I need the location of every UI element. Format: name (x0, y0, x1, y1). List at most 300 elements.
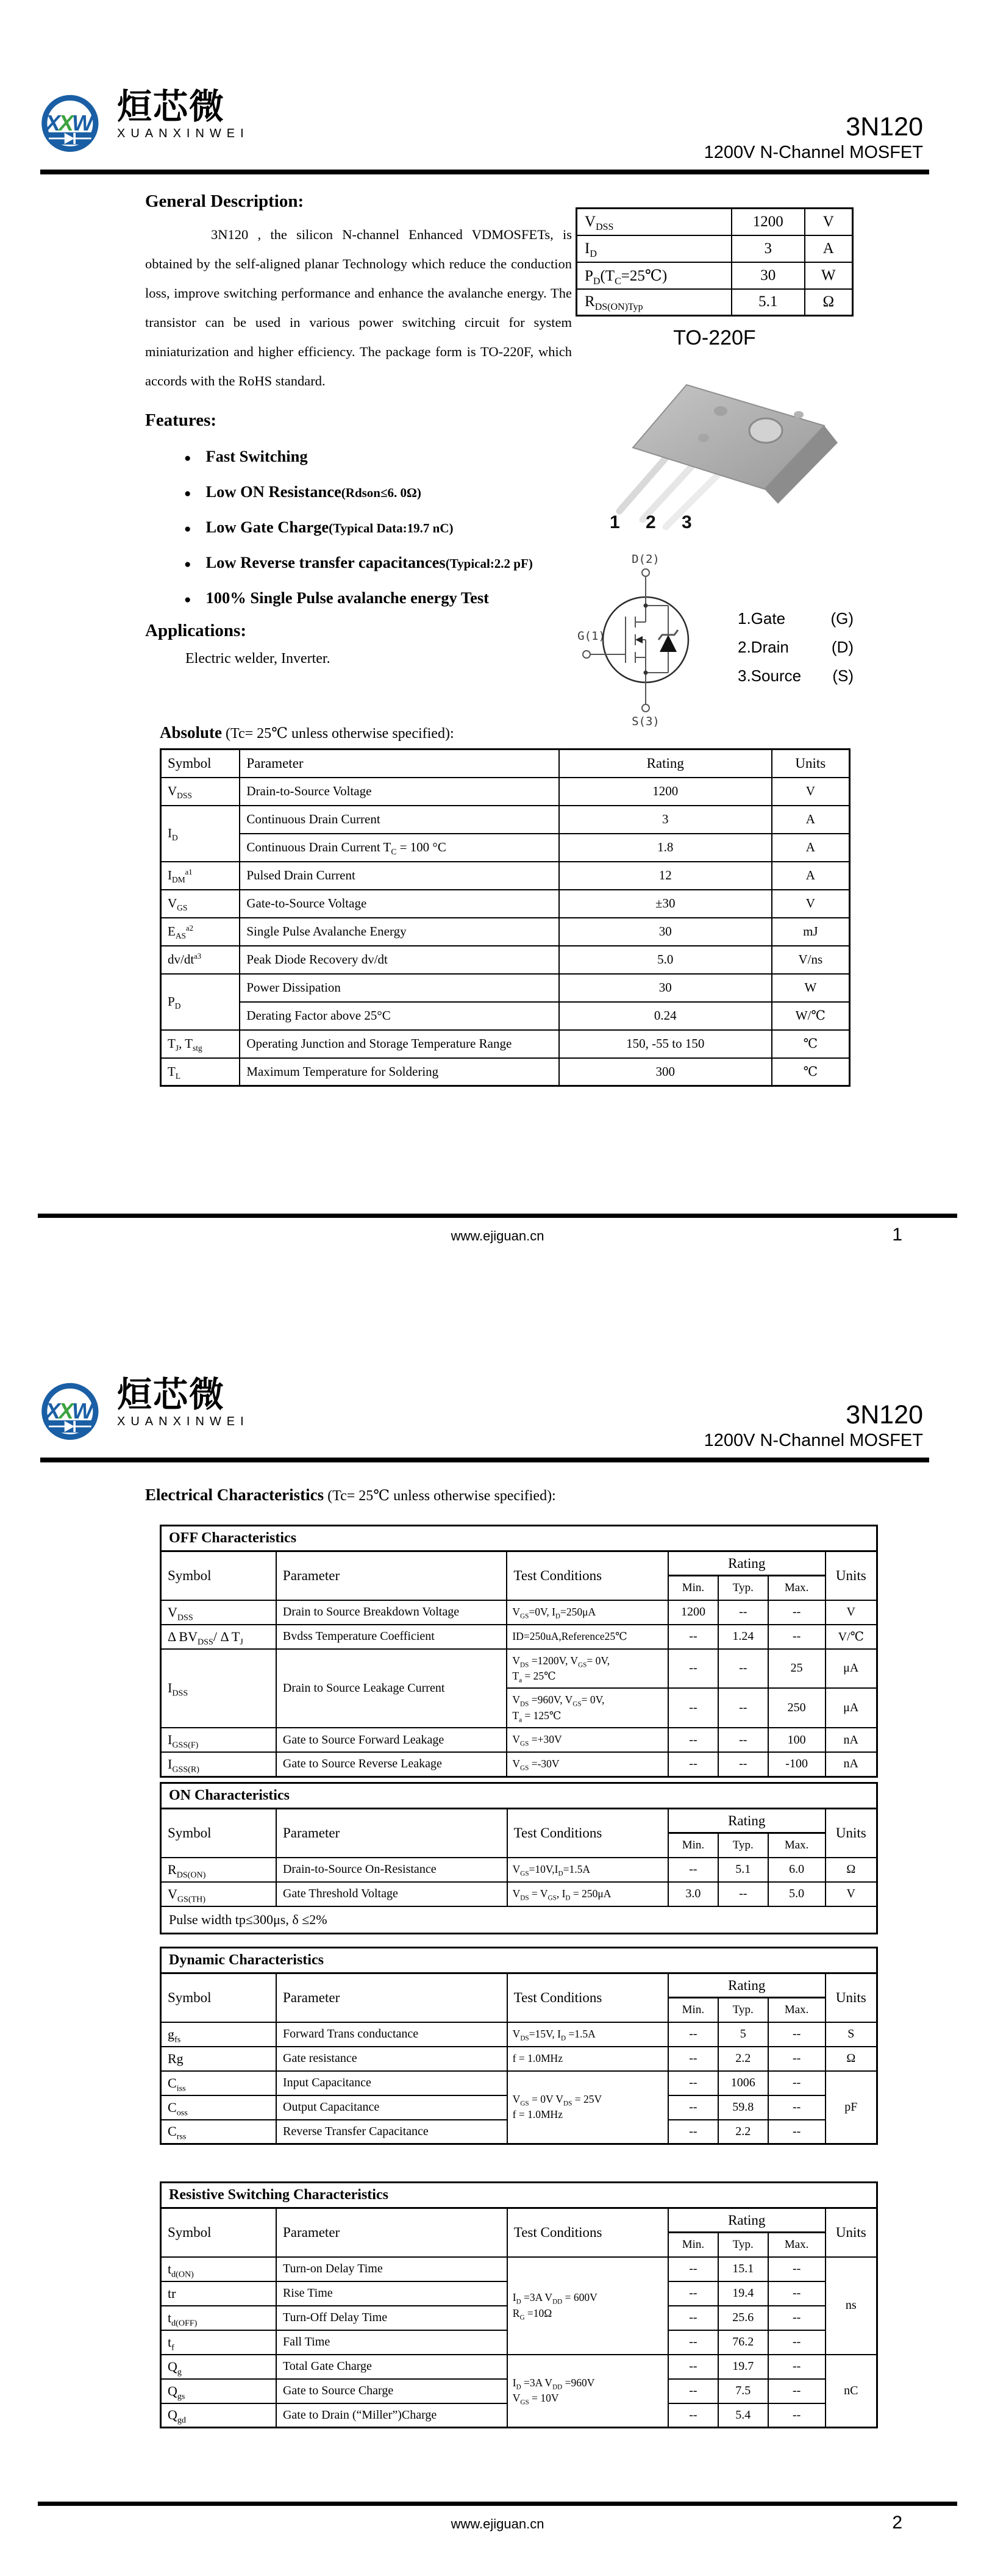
table-header-row (161, 2208, 877, 2233)
dynamic-characteristics-section (160, 1941, 879, 2145)
table-row (161, 862, 850, 890)
off-characteristics-section (160, 1519, 879, 1778)
table-row (577, 235, 853, 262)
col-header-rating: Rating (668, 1973, 826, 1998)
feature-text: Low Reverse transfer capacitances (205, 553, 446, 571)
cell-min: -- (668, 1649, 718, 1689)
cell-min: -- (668, 1688, 718, 1728)
section-band: Dynamic Characteristics (161, 1948, 877, 1973)
cell-parameter: Drain-to-Source Voltage (240, 778, 558, 806)
table-row (161, 1058, 850, 1086)
cell-min: -- (668, 1858, 718, 1882)
col-header-min: Min. (668, 2233, 718, 2257)
cell-units: V (772, 890, 850, 918)
cell-symbol: $V_{GS(TH)}$ (161, 1882, 276, 1906)
applications-title: Applications: (145, 621, 246, 640)
cell-units: nA (826, 1752, 877, 1776)
cell-units: A (772, 862, 850, 890)
table-row (577, 262, 853, 289)
col-header-units: Units (772, 750, 850, 778)
cell-min: -- (668, 2281, 718, 2306)
cell-unit: A (805, 235, 853, 262)
cell-parameter: Power Dissipation (240, 974, 558, 1002)
cell-symbol: $C_{iss}$ (161, 2071, 277, 2095)
cell-parameter: Turn-on Delay Time (276, 2257, 507, 2281)
cell-min: -- (668, 2071, 718, 2095)
table-row (161, 806, 850, 834)
bullet-icon: ● (184, 523, 191, 535)
col-header-min: Min. (668, 1833, 718, 1858)
header-rule (40, 1458, 929, 1462)
svg-text:XXW: XXW (45, 110, 91, 136)
cell-symbol: $V_{DSS}$ (161, 778, 240, 806)
cell-symbol: $I_D$ (161, 806, 240, 862)
on-characteristics-section (160, 1776, 879, 1934)
cell-min: -- (668, 1625, 718, 1649)
cell-min: -- (668, 1752, 718, 1776)
cell-typ: 15.1 (718, 2257, 768, 2281)
table-row (161, 1002, 850, 1030)
table-header-row (161, 1809, 877, 1833)
ec-title-bold: Electrical Characteristics (145, 1486, 324, 1504)
col-header-typ: Typ. (718, 2233, 768, 2257)
cell-typ: -- (718, 1688, 768, 1728)
cell-max: -- (768, 2120, 826, 2144)
cell-parameter: Maximum Temperature for Soldering (240, 1058, 558, 1086)
logo-text (117, 89, 249, 141)
cell-symbol: $I_{GSS(F)}$ (161, 1728, 276, 1752)
col-header-rating: Rating (668, 2208, 826, 2233)
table-row (161, 946, 850, 974)
cell-units: V (826, 1600, 877, 1625)
cell-test-conditions: $V_{GS} =-30V$ (507, 1752, 668, 1776)
cell-parameter: Gate-to-Source Voltage (240, 890, 558, 918)
bullet-icon: ● (184, 593, 191, 606)
cell-max: -- (768, 2330, 826, 2355)
col-header-units: Units (826, 1973, 877, 2022)
table-row (161, 1882, 877, 1906)
section-band: ON Characteristics (161, 1783, 877, 1809)
feature-note: (Typical Data:19.7 nC) (329, 521, 454, 535)
cell-typ: 7.5 (718, 2379, 768, 2403)
col-header-units: Units (826, 1809, 877, 1858)
electrical-characteristics-title (145, 1486, 556, 1504)
cell-typ: 19.4 (718, 2281, 768, 2306)
col-header-max: Max. (768, 1998, 826, 2022)
cell-units: V/ns (772, 946, 850, 974)
cell-max: -- (768, 2047, 826, 2071)
cell-min: -- (668, 2306, 718, 2330)
col-header-units: Units (826, 1551, 877, 1600)
cell-parameter: Drain to Source Breakdown Voltage (276, 1600, 507, 1625)
cell-symbol: $V_{GS}$ (161, 890, 240, 918)
cell-symbol: $T_J$, $T_{stg}$ (161, 1030, 240, 1058)
col-header-rating: Rating (668, 1551, 826, 1576)
cell-parameter: Single Pulse Avalanche Energy (240, 918, 558, 946)
cell-rating: 0.24 (559, 1002, 772, 1030)
company-logo (37, 89, 249, 162)
cell-unit: V (805, 209, 853, 235)
pin-code: (S) (832, 667, 854, 685)
list-item (738, 609, 854, 628)
cell-parameter: Continuous Drain Current $T_C = 100$ °C (240, 834, 558, 862)
absolute-title (160, 723, 855, 742)
cell-test-conditions: $V_{DS} =1200V$, $V_{GS}= 0V$, $T_a$ = 25℃ (507, 1649, 668, 1689)
cell-max: -- (768, 2355, 826, 2379)
cell-max: -100 (768, 1752, 826, 1776)
general-description-body: 3N120 , the silicon N-channel Enhanced VDMOSFETs, is obtained by the self-aligned planar Technology which reduce the conduction loss, improve switching performance and enhance the avalanche energy. The transistor can be used in various power switching circuit for system miniaturization and higher efficiency. The package form is TO-220F, which accords with the RoHS standard. (145, 227, 572, 388)
table-note-row (161, 1906, 877, 1934)
table-row (161, 834, 850, 862)
logo-text (117, 1377, 249, 1429)
cell-test-conditions: $V_{GS}=0V$, $I_D=250\mu A$ (507, 1600, 668, 1625)
cell-units: W (772, 974, 850, 1002)
pin-code: (D) (831, 638, 854, 656)
cell-rating: 5.0 (559, 946, 772, 974)
col-header-parameter: Parameter (240, 750, 558, 778)
logo-english-name: XUANXINWEI (117, 1415, 249, 1429)
cell-min: 3.0 (668, 1882, 718, 1906)
cell-symbol: $Q_g$ (161, 2355, 276, 2379)
cell-symbol: $R_{DS(ON)}$ (161, 1858, 276, 1882)
list-item (738, 667, 854, 685)
col-header-symbol: Symbol (161, 1551, 276, 1600)
cell-min: -- (668, 2330, 718, 2355)
on-characteristics-table (160, 1782, 878, 1934)
cell-units: V (772, 778, 850, 806)
cell-test-conditions: $V_{DS}=15V$, $I_D =1.5A$ (507, 2022, 668, 2047)
cell-parameter: Total Gate Charge (276, 2355, 507, 2379)
cell-test-conditions: $V_{GS} = 0V$ $V_{DS} = 25V$ f = 1.0MHz (507, 2071, 668, 2144)
table-row (161, 1752, 877, 1776)
col-header-typ: Typ. (718, 1833, 768, 1858)
col-header-min: Min. (668, 1576, 718, 1600)
col-header-test-conditions: Test Conditions (507, 1973, 668, 2022)
cell-parameter: Gate to Drain (“Miller”)Charge (276, 2403, 507, 2428)
list-item (184, 589, 572, 607)
cell-test-conditions: $V_{GS}=10V,I_D=1.5A$ (507, 1858, 668, 1882)
cell-symbol: Rg (161, 2047, 277, 2071)
cell-typ: 2.2 (718, 2120, 768, 2144)
cell-max: 6.0 (768, 1858, 826, 1882)
cell-typ: 1.24 (718, 1625, 768, 1649)
cell-symbol: $Q_{gd}$ (161, 2403, 276, 2428)
logo-icon (37, 1377, 115, 1450)
cell-units: μA (826, 1688, 877, 1728)
off-characteristics-table (160, 1525, 878, 1778)
cell-parameter: Rise Time (276, 2281, 507, 2306)
drain-pin-label: D(2) (632, 553, 660, 566)
cell-max: -- (768, 1600, 826, 1625)
cell-symbol: $I_{GSS(R)}$ (161, 1752, 276, 1776)
table-row (161, 2355, 877, 2379)
cell-min: -- (668, 2403, 718, 2428)
pin-name: 1.Gate (738, 609, 786, 628)
company-logo (37, 1377, 249, 1450)
table-row (161, 1600, 877, 1625)
col-header-rating: Rating (668, 1809, 826, 1833)
cell-units: μA (826, 1649, 877, 1689)
cell-min: -- (668, 2120, 718, 2144)
feature-text: 100% Single Pulse avalanche energy Test (205, 589, 489, 607)
cell-symbol: $C_{rss}$ (161, 2120, 277, 2144)
cell-parameter: Pulsed Drain Current (240, 862, 558, 890)
cell-symbol: $t_{d(ON)}$ (161, 2257, 276, 2281)
part-number: 3N120 (846, 1400, 923, 1429)
cell-test-conditions: $V_{GS} =+30V$ (507, 1728, 668, 1752)
col-header-symbol: Symbol (161, 750, 240, 778)
cell-value: 30 (732, 262, 805, 289)
col-header-symbol: Symbol (161, 2208, 276, 2257)
col-header-typ: Typ. (718, 1576, 768, 1600)
col-header-test-conditions: Test Conditions (507, 2208, 668, 2257)
list-item (184, 482, 572, 501)
mosfet-symbol (576, 537, 716, 732)
cell-typ: 5.4 (718, 2403, 768, 2428)
cell-min: -- (668, 2047, 718, 2071)
cell-rating: 300 (559, 1058, 772, 1086)
cell-min: -- (668, 2355, 718, 2379)
cell-typ: 76.2 (718, 2330, 768, 2355)
cell-min: -- (668, 2379, 718, 2403)
cell-symbol: $V_{DSS}$ (577, 209, 732, 235)
cell-units: V/℃ (826, 1625, 877, 1649)
source-pin-label: S(3) (632, 715, 660, 728)
col-header-max: Max. (768, 1576, 826, 1600)
cell-max: -- (768, 1625, 826, 1649)
cell-parameter: Continuous Drain Current (240, 806, 558, 834)
symbol-section (576, 537, 868, 732)
pin-code: (G) (830, 609, 854, 628)
table-row (161, 778, 850, 806)
table-row (161, 1858, 877, 1882)
cell-rating: 12 (559, 862, 772, 890)
pulse-width-note: Pulse width tp≤300μs, δ ≤2% (161, 1906, 877, 1934)
cell-units: W/℃ (772, 1002, 850, 1030)
cell-symbol: $C_{oss}$ (161, 2095, 277, 2120)
cell-parameter: Gate to Source Reverse Leakage (276, 1752, 507, 1776)
col-header-parameter: Parameter (276, 1551, 507, 1600)
cell-symbol: $dv/dt^{a3}$ (161, 946, 240, 974)
cell-max: 25 (768, 1649, 826, 1689)
cell-symbol: $P_D$ (161, 974, 240, 1030)
section-band-row (161, 1526, 877, 1551)
footer-website: www.ejiguan.cn (451, 2516, 544, 2531)
doc-header-title (704, 112, 923, 163)
cell-symbol: $P_D(T_C=25℃)$ (577, 262, 732, 289)
cell-parameter: Derating Factor above 25°C (240, 1002, 558, 1030)
table-row (161, 2022, 877, 2047)
cell-units: A (772, 834, 850, 862)
table-row (161, 1030, 850, 1058)
cell-symbol: $t_{d(OFF)}$ (161, 2306, 276, 2330)
cell-units: Ω (826, 2047, 877, 2071)
cell-value: 3 (732, 235, 805, 262)
cell-test-conditions: $I_D =3A$ $V_{DD} =960V$ $V_{GS} = 10V$ (507, 2355, 668, 2428)
cell-rating: 1200 (559, 778, 772, 806)
cell-min: -- (668, 2257, 718, 2281)
cell-min: -- (668, 2022, 718, 2047)
col-header-test-conditions: Test Conditions (507, 1551, 668, 1600)
section-band: Resistive Switching Characteristics (161, 2183, 877, 2208)
list-item (184, 447, 572, 466)
absolute-ratings-table (160, 748, 851, 1087)
page-2 (0, 1288, 995, 2576)
cell-rating: ±30 (559, 890, 772, 918)
col-header-units: Units (826, 2208, 877, 2257)
cell-typ: 25.6 (718, 2306, 768, 2330)
doc-header-title (704, 1400, 923, 1451)
feature-note: (Typical:2.2 pF) (445, 556, 533, 571)
col-header-min: Min. (668, 1998, 718, 2022)
svg-text:XXW: XXW (45, 1398, 91, 1424)
cell-rating: 3 (559, 806, 772, 834)
cell-parameter: Turn-Off Delay Time (276, 2306, 507, 2330)
cell-symbol: $I_{DSS}$ (161, 1649, 276, 1728)
table-row (161, 2047, 877, 2071)
cell-parameter: Gate resistance (276, 2047, 507, 2071)
part-subtitle: 1200V N-Channel MOSFET (704, 143, 923, 163)
cell-max: -- (768, 2379, 826, 2403)
absolute-title-rest: (Tc= 25℃ unless otherwise specified): (222, 726, 454, 742)
cell-units: nC (826, 2355, 877, 2428)
cell-typ: 5 (718, 2022, 768, 2047)
pin-legend (738, 609, 854, 732)
cell-parameter: Reverse Transfer Capacitance (276, 2120, 507, 2144)
cell-parameter: Bvdss Temperature Coefficient (276, 1625, 507, 1649)
pin-name: 2.Drain (738, 638, 789, 656)
col-header-rating: Rating (559, 750, 772, 778)
gate-pin-label: G(1) (577, 629, 605, 643)
header-rule (40, 170, 929, 174)
cell-parameter: Forward Trans conductance (276, 2022, 507, 2047)
col-header-max: Max. (768, 2233, 826, 2257)
cell-typ: 59.8 (718, 2095, 768, 2120)
cell-units: mJ (772, 918, 850, 946)
section-band: OFF Characteristics (161, 1526, 877, 1551)
cell-units: ℃ (772, 1058, 850, 1086)
page-number: 1 (892, 1225, 902, 1245)
cell-symbol: $t_f$ (161, 2330, 276, 2355)
cell-parameter: Fall Time (276, 2330, 507, 2355)
cell-test-conditions: $V_{DS} = V_{GS}$, $I_D = 250\mu A$ (507, 1882, 668, 1906)
cell-value: 5.1 (732, 289, 805, 316)
list-item (184, 553, 572, 572)
bullet-icon: ● (184, 487, 191, 500)
section-band-row (161, 1948, 877, 1973)
cell-parameter: Input Capacitance (276, 2071, 507, 2095)
cell-units: ℃ (772, 1030, 850, 1058)
right-column (576, 207, 868, 732)
page-number: 2 (892, 2513, 902, 2533)
bullet-icon: ● (184, 558, 191, 571)
cell-parameter: Drain to Source Leakage Current (276, 1649, 507, 1728)
general-description-title: General Description: (145, 191, 304, 211)
table-row (161, 1625, 877, 1649)
table-row (161, 1649, 877, 1689)
cell-units: pF (826, 2071, 877, 2144)
cell-test-conditions: $V_{DS} =960V$, $V_{GS}= 0V$, $T_a$ = 125℃ (507, 1688, 668, 1728)
cell-min: -- (668, 2095, 718, 2120)
absolute-ratings-section (160, 723, 855, 1087)
cell-rating: 30 (559, 974, 772, 1002)
cell-max: -- (768, 2257, 826, 2281)
cell-typ: -- (718, 1728, 768, 1752)
footer-website: www.ejiguan.cn (451, 1228, 544, 1243)
cell-symbol: $g_{fs}$ (161, 2022, 277, 2047)
table-row (161, 890, 850, 918)
cell-units: V (826, 1882, 877, 1906)
package-pin-numbers: 1 2 3 (610, 512, 702, 532)
cell-symbol: $Q_{gs}$ (161, 2379, 276, 2403)
pin-name: 3.Source (738, 667, 802, 685)
table-header-row (161, 1973, 877, 1998)
cell-max: -- (768, 2022, 826, 2047)
cell-value: 1200 (732, 209, 805, 235)
cell-min: 1200 (668, 1600, 718, 1625)
cell-typ: -- (718, 1600, 768, 1625)
cell-symbol: tr (161, 2281, 276, 2306)
logo-chinese-name: 烜芯微 (117, 87, 225, 127)
table-row (577, 209, 853, 235)
cell-symbol: $T_L$ (161, 1058, 240, 1086)
cell-units: ns (826, 2257, 877, 2355)
left-column (145, 191, 572, 667)
list-item (184, 518, 572, 537)
col-header-typ: Typ. (718, 1998, 768, 2022)
cell-max: -- (768, 2306, 826, 2330)
cell-max: -- (768, 2095, 826, 2120)
cell-symbol: $V_{DSS}$ (161, 1600, 276, 1625)
cell-typ: -- (718, 1882, 768, 1906)
cell-symbol: $I_D$ (577, 235, 732, 262)
feature-note: (Rdson≤6. 0Ω) (341, 485, 421, 500)
cell-typ: 2.2 (718, 2047, 768, 2071)
table-header-row (161, 750, 850, 778)
applications-body: Electric welder, Inverter. (185, 651, 330, 667)
cell-unit: W (805, 262, 853, 289)
package-name: TO-220F (673, 326, 756, 349)
footer-rule (38, 1214, 957, 1218)
cell-test-conditions: ID=250uA,Reference25℃ (507, 1625, 668, 1649)
cell-max: 100 (768, 1728, 826, 1752)
package-photo (582, 351, 850, 534)
cell-typ: 1006 (718, 2071, 768, 2095)
features-list (145, 447, 572, 607)
cell-typ: -- (718, 1752, 768, 1776)
cell-symbol: Δ $BV_{DSS}/$ Δ $T_J$ (161, 1625, 276, 1649)
feature-text: Fast Switching (205, 447, 308, 465)
table-row (577, 289, 853, 316)
section-band-row (161, 2183, 877, 2208)
cell-rating: 150, -55 to 150 (559, 1030, 772, 1058)
ec-title-rest: (Tc= 25℃ unless otherwise specified): (324, 1488, 556, 1504)
cell-unit: Ω (805, 289, 853, 316)
section-band-row (161, 1783, 877, 1809)
cell-parameter: Peak Diode Recovery dv/dt (240, 946, 558, 974)
cell-symbol: $R_{DS(ON)Typ}$ (577, 289, 732, 316)
footer-rule (38, 2502, 957, 2506)
logo-icon (37, 89, 115, 162)
cell-typ: 19.7 (718, 2355, 768, 2379)
cell-max: -- (768, 2071, 826, 2095)
cell-rating: 1.8 (559, 834, 772, 862)
cell-parameter: Gate to Source Charge (276, 2379, 507, 2403)
cell-test-conditions: $I_D =3A$ $V_{DD} = 600V$ $R_G =10\Omega$ (507, 2257, 668, 2355)
cell-max: -- (768, 2403, 826, 2428)
absolute-title-bold: Absolute (160, 723, 223, 742)
feature-text: Low Gate Charge (205, 518, 329, 536)
